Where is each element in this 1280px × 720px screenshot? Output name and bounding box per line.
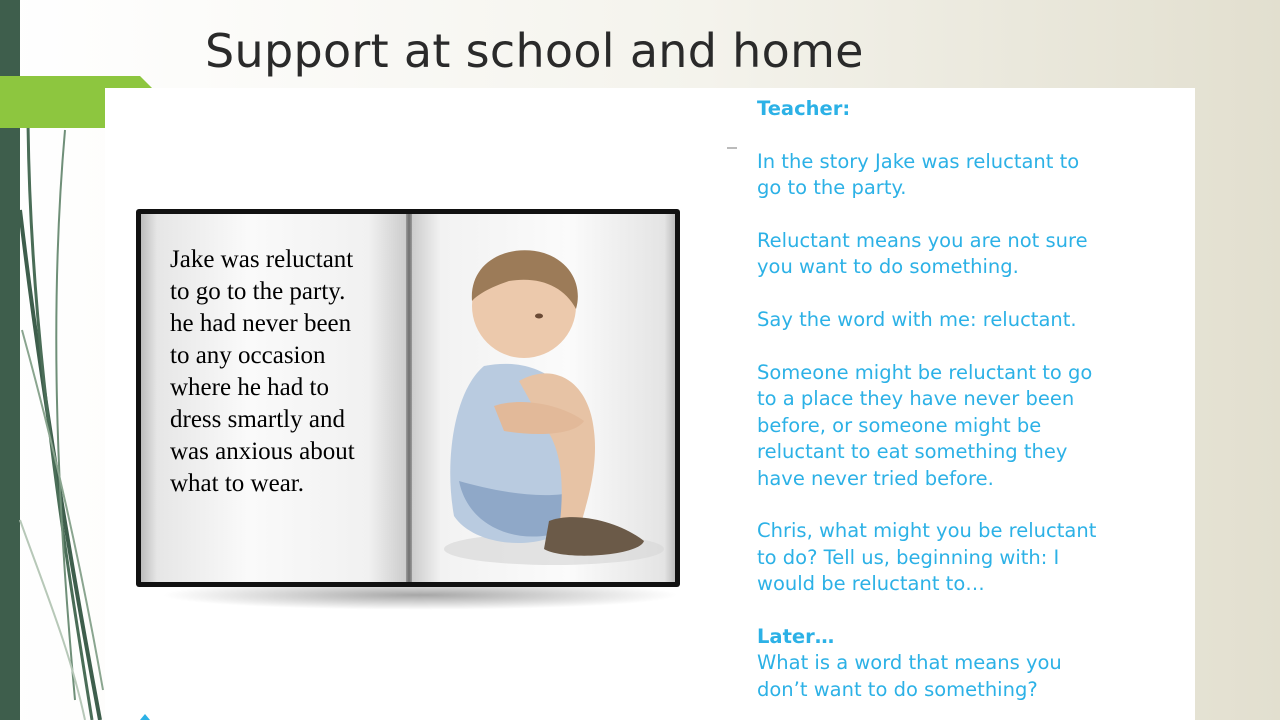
spacer (757, 334, 1177, 360)
story-line: what to wear. (170, 470, 304, 497)
stem-1 (20, 210, 100, 720)
teacher-line: Say the word with me: reluctant. (757, 308, 1077, 332)
teacher-line: Reluctant means you are not sure (757, 229, 1088, 252)
story-line: dress smartly and (170, 406, 345, 433)
spacer (757, 492, 1177, 518)
slide-title: Support at school and home (205, 24, 864, 78)
teacher-line: reluctant to eat something they (757, 440, 1068, 464)
teacher-line: would be reluctant to… (757, 572, 985, 596)
spacer (757, 281, 1177, 307)
teacher-line: before, or someone might be (757, 413, 1042, 437)
story-text (170, 244, 400, 500)
book-gutter (406, 214, 412, 582)
story-line: he had never been (170, 310, 352, 337)
teacher-line: to a place they have never been (757, 387, 1075, 411)
teacher-line: In the story Jake was reluctant to (757, 149, 1080, 173)
story-line: where he had to (170, 374, 329, 401)
story-line: to go to the party. (170, 278, 346, 305)
boy-eye (535, 314, 543, 319)
spacer (757, 202, 1177, 228)
teacher-line: don’t want to do something? (757, 677, 1038, 701)
story-line: was anxious about (170, 438, 355, 465)
story-line: Jake was reluctant (170, 246, 354, 273)
later-heading: Later… (757, 625, 835, 649)
teacher-line: What is a word that means you (757, 651, 1062, 675)
teacher-line: have never tried before. (757, 466, 994, 490)
spacer (757, 598, 1177, 624)
spacer (757, 122, 1177, 148)
teacher-line: to do? Tell us, beginning with: I (757, 545, 1060, 569)
story-line: to any occasion (170, 342, 326, 369)
teacher-line: you want to do something. (757, 255, 1019, 279)
corner-arrow-icon (140, 712, 150, 720)
divider-dash (727, 147, 737, 149)
book-left-page (141, 214, 409, 582)
boy-illustration (414, 231, 664, 571)
boy-sandal (544, 517, 644, 556)
teacher-dialogue (757, 96, 1177, 703)
teacher-line: go to the party. (757, 176, 907, 200)
teacher-heading: Teacher: (757, 97, 851, 120)
open-book (136, 209, 680, 587)
stem-3 (56, 130, 75, 700)
teacher-line: Chris, what might you be reluctant (757, 519, 1097, 543)
teacher-line: Someone might be reluctant to go (757, 361, 1093, 384)
